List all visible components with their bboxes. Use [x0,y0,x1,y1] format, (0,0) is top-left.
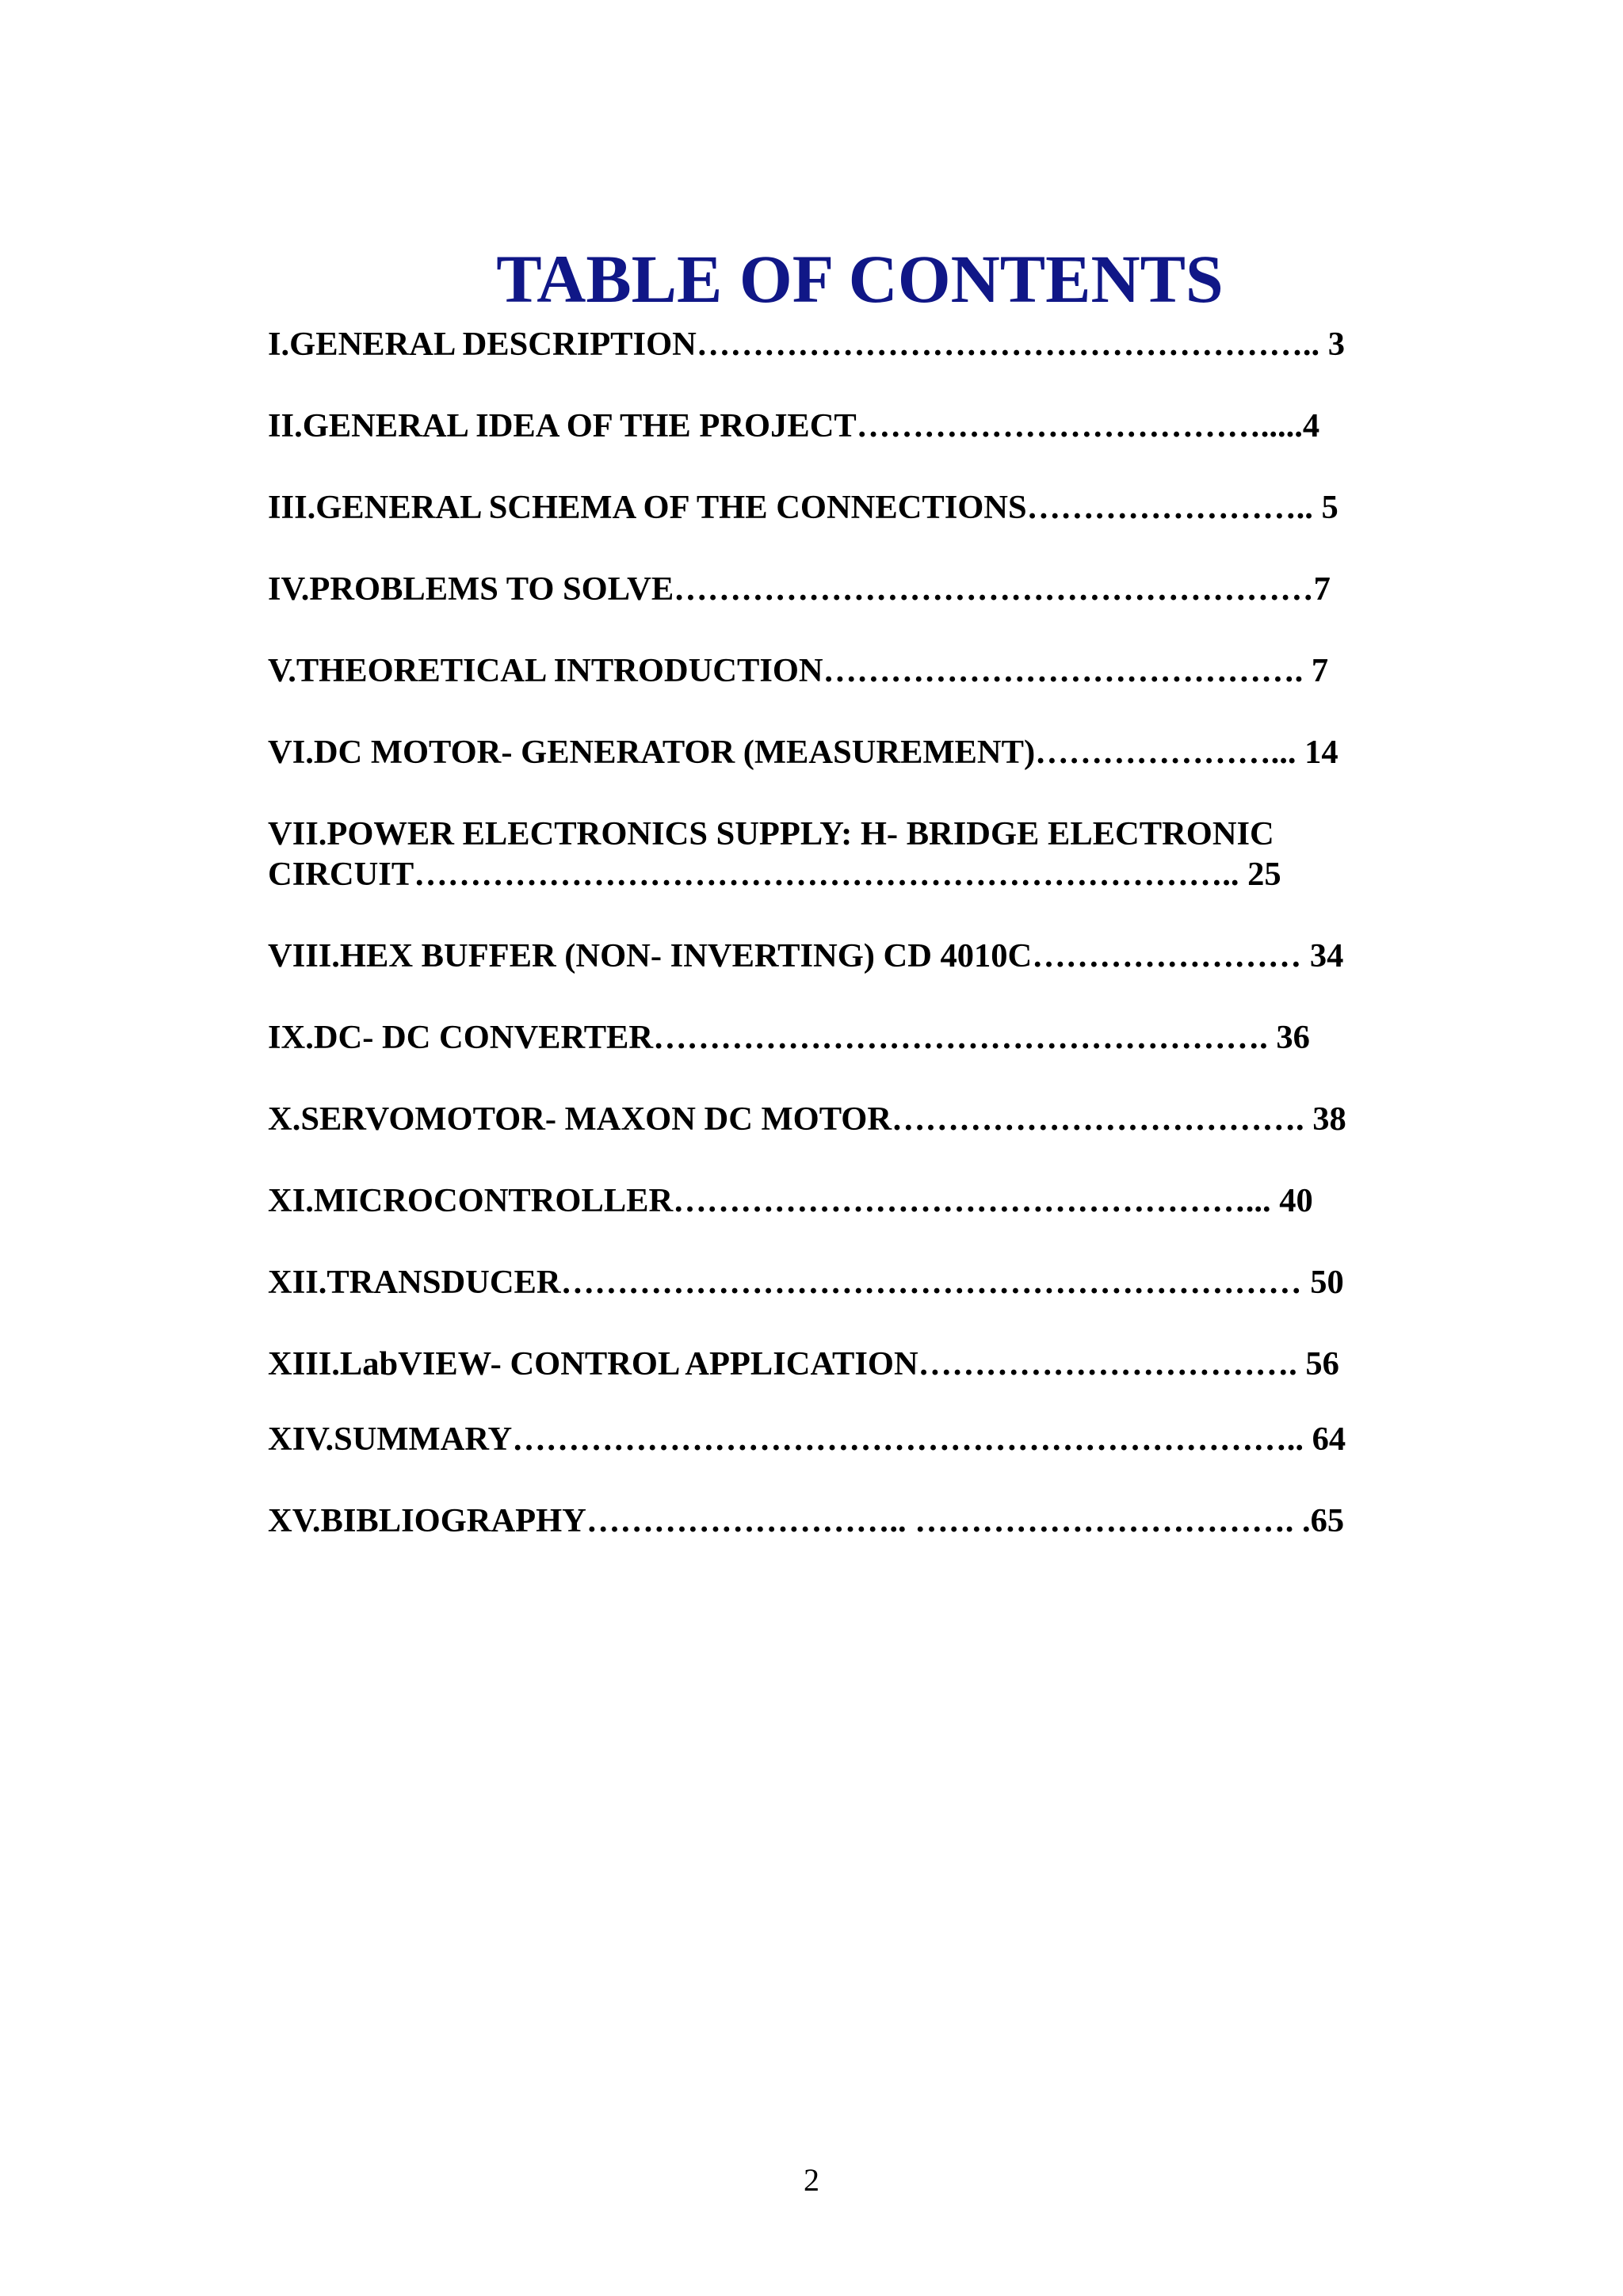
toc-entry-power-electronics-line-2: CIRCUIT……………………………………………………………….. 25 [268,856,1281,893]
page-title: TABLE OF CONTENTS [496,240,1224,317]
toc-entry-transducer: XII.TRANSDUCER………………………………………………………… 50 [268,1264,1344,1301]
toc-entry-servomotor: X.SERVOMOTOR- MAXON DC MOTOR………………………………. 38 [268,1100,1346,1138]
toc-entry-theoretical-introduction: V.THEORETICAL INTRODUCTION……………………………………. 7 [268,652,1329,689]
toc-entry-general-schema: III.GENERAL SCHEMA OF THE CONNECTIONS…………………….. 5 [268,489,1338,526]
toc-entry-power-electronics-line-1: VII.POWER ELECTRONICS SUPPLY: H- BRIDGE ELECTRONIC [268,815,1274,852]
page-number: 2 [804,2162,819,2198]
toc-entry-bibliography: XV.BIBLIOGRAPHY……………………….. ……………………………. .65 [268,1502,1345,1539]
toc-entry-summary: XIV.SUMMARY…………………………………………………………….. 64 [268,1421,1346,1458]
toc-entry-dc-dc-converter: IX.DC- DC CONVERTER………………………………………………. 36 [268,1019,1310,1056]
toc-entry-dc-motor-generator: VI.DC MOTOR- GENERATOR (MEASUREMENT)…………………... 14 [268,734,1338,771]
toc-entry-general-idea: II.GENERAL IDEA OF THE PROJECT……………………………….....4 [268,407,1320,444]
toc-entry-microcontroller: XI.MICROCONTROLLER……………………………………………... 40 [268,1182,1313,1219]
toc-entry-general-description: I.GENERAL DESCRIPTION……………………………………………….. 3 [268,326,1345,363]
toc-entry-problems-to-solve: IV.PROBLEMS TO SOLVE…………………………………………………7 [268,570,1331,608]
toc-entry-hex-buffer: VIII.HEX BUFFER (NON- INVERTING) CD 4010C…………………… 34 [268,937,1344,974]
toc-entry-labview-control-application: XIII.LabVIEW- CONTROL APPLICATION……………………………. 56 [268,1345,1339,1383]
